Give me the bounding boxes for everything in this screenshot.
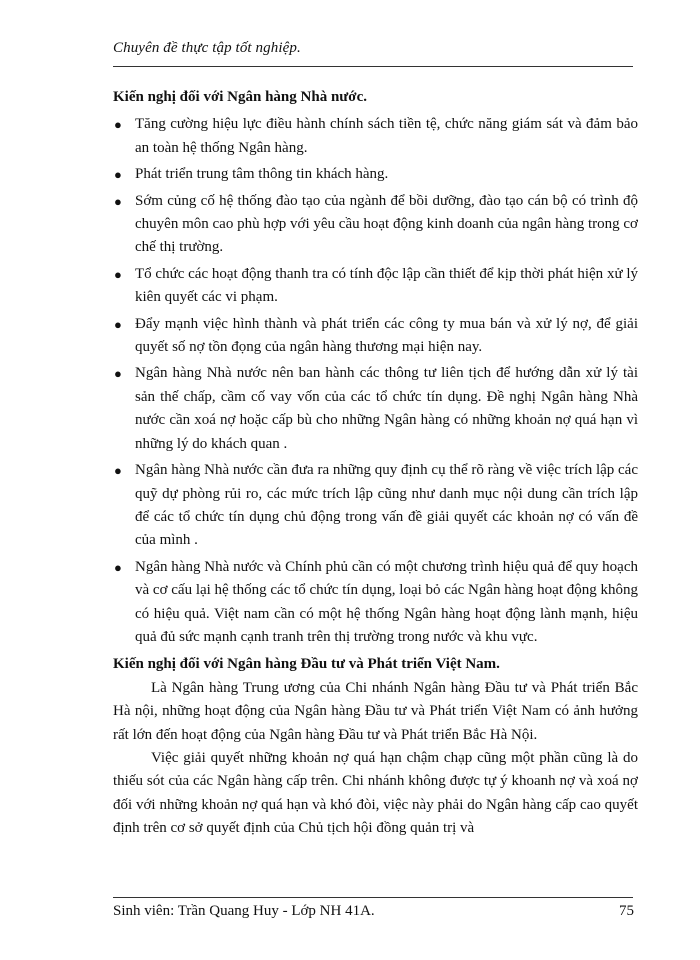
list-item (113, 263, 638, 310)
body-paragraph: Là Ngân hàng Trung ương của Chi nhánh Ngân hàng Đầu tư và Phát triển Bắc Hà nội, những hoạt động của Ngân hàng Đầu tư và Phát triển Việt Nam có ảnh hưởng rất lớn đến hoạt động của Ngân hàng Đầu tư và Phát triển Bắc Hà Nội. (113, 679, 638, 743)
footer-student-info: Sinh viên: Trần Quang Huy - Lớp NH 41A. (113, 903, 375, 919)
bullet-icon: ● (114, 366, 122, 382)
bullet-icon: ● (114, 117, 122, 133)
list-item (113, 113, 638, 160)
list-item-text: Đẩy mạnh việc hình thành và phát triển các công ty mua bán và xử lý nợ, để giải quyết số nợ tồn đọng của ngân hàng thương mại hiện nay. (135, 315, 638, 356)
list-item (113, 313, 638, 360)
list-item (113, 556, 638, 650)
body-paragraph: Việc giải quyết những khoản nợ quá hạn chậm chạp cũng một phần cũng là do thiếu sót của các Ngân hàng cấp trên. Chi nhánh không được tự ý khoanh nợ và xoá nợ đối với những khoản nợ quá hạn và khó đòi, việc này phải do Ngân hàng cấp cao quyết định trên cơ sở quyết định của Chủ tịch hội đồng quản trị và (113, 749, 638, 837)
list-item-text: Ngân hàng Nhà nước cần đưa ra những quy định cụ thể rõ ràng về việc trích lập các quỹ dự phòng rủi ro, các mức trích lập cũng như danh mục nội dung cần trích lập để các tổ chức tín dụng chủ động trong vấn đề giải quyết các khoản nợ có vấn đề của mình . (135, 462, 638, 549)
footer-divider (113, 897, 633, 898)
section-heading-state-bank: Kiến nghị đối với Ngân hàng Nhà nước. (113, 89, 368, 105)
page-number: 75 (619, 903, 634, 919)
bullet-icon: ● (114, 167, 122, 183)
list-item-text: Ngân hàng Nhà nước và Chính phủ cần có một chương trình hiệu quả để quy hoạch và cơ cấu lại hệ thống các tổ chức tín dụng, loại bỏ các Ngân hàng hoạt động không có hiệu quả. Việt nam cần có một hệ thống Ngân hàng hoạt động lành mạnh, hiệu quả đủ sức mạnh cạnh tranh trên thị trường trong nước và khu vực. (135, 558, 638, 645)
list-item-text: Tổ chức các hoạt động thanh tra có tính độc lập cần thiết để kịp thời phát hiện xử lý kiên quyết các vi phạm. (135, 265, 638, 306)
list-item-text: Ngân hàng Nhà nước nên ban hành các thông tư liên tịch để hướng dẫn xử lý tài sản thế chấp, cầm cố vay vốn của các tổ chức tín dụng. Đề nghị Ngân hàng Nhà nước cần xoá nợ hoặc cấp bù cho những Ngân hàng có những khoản nợ quá hạn vì những lý do khách quan . (135, 365, 638, 452)
bullet-icon: ● (114, 463, 122, 479)
list-item-text: Sớm củng cố hệ thống đào tạo của ngành để bồi dưỡng, đào tạo cán bộ có trình độ chuyên môn cao phù hợp với yêu cầu hoạt động kinh doanh của ngân hàng trong cơ chế thị trường. (135, 192, 638, 256)
section-heading-bidv: Kiến nghị đối với Ngân hàng Đầu tư và Phát triển Việt Nam. (113, 656, 500, 673)
list-item (113, 163, 638, 186)
list-item (113, 190, 638, 260)
bullet-icon: ● (114, 316, 122, 332)
list-item-text: Phát triển trung tâm thông tin khách hàng. (135, 166, 389, 183)
list-item (113, 362, 638, 456)
bullet-icon: ● (114, 559, 122, 575)
bullet-icon: ● (114, 266, 122, 282)
header-divider (113, 66, 633, 67)
list-item-text: Tăng cường hiệu lực điều hành chính sách tiền tệ, chức năng giám sát và đảm bảo an toàn hệ thống Ngân hàng. (135, 116, 638, 156)
page-body (113, 86, 638, 841)
recommendation-list-state-bank (113, 113, 638, 649)
page-header-title: Chuyên đề thực tập tốt nghiệp. (113, 40, 301, 56)
bullet-icon: ● (114, 193, 122, 209)
list-item (113, 459, 638, 553)
